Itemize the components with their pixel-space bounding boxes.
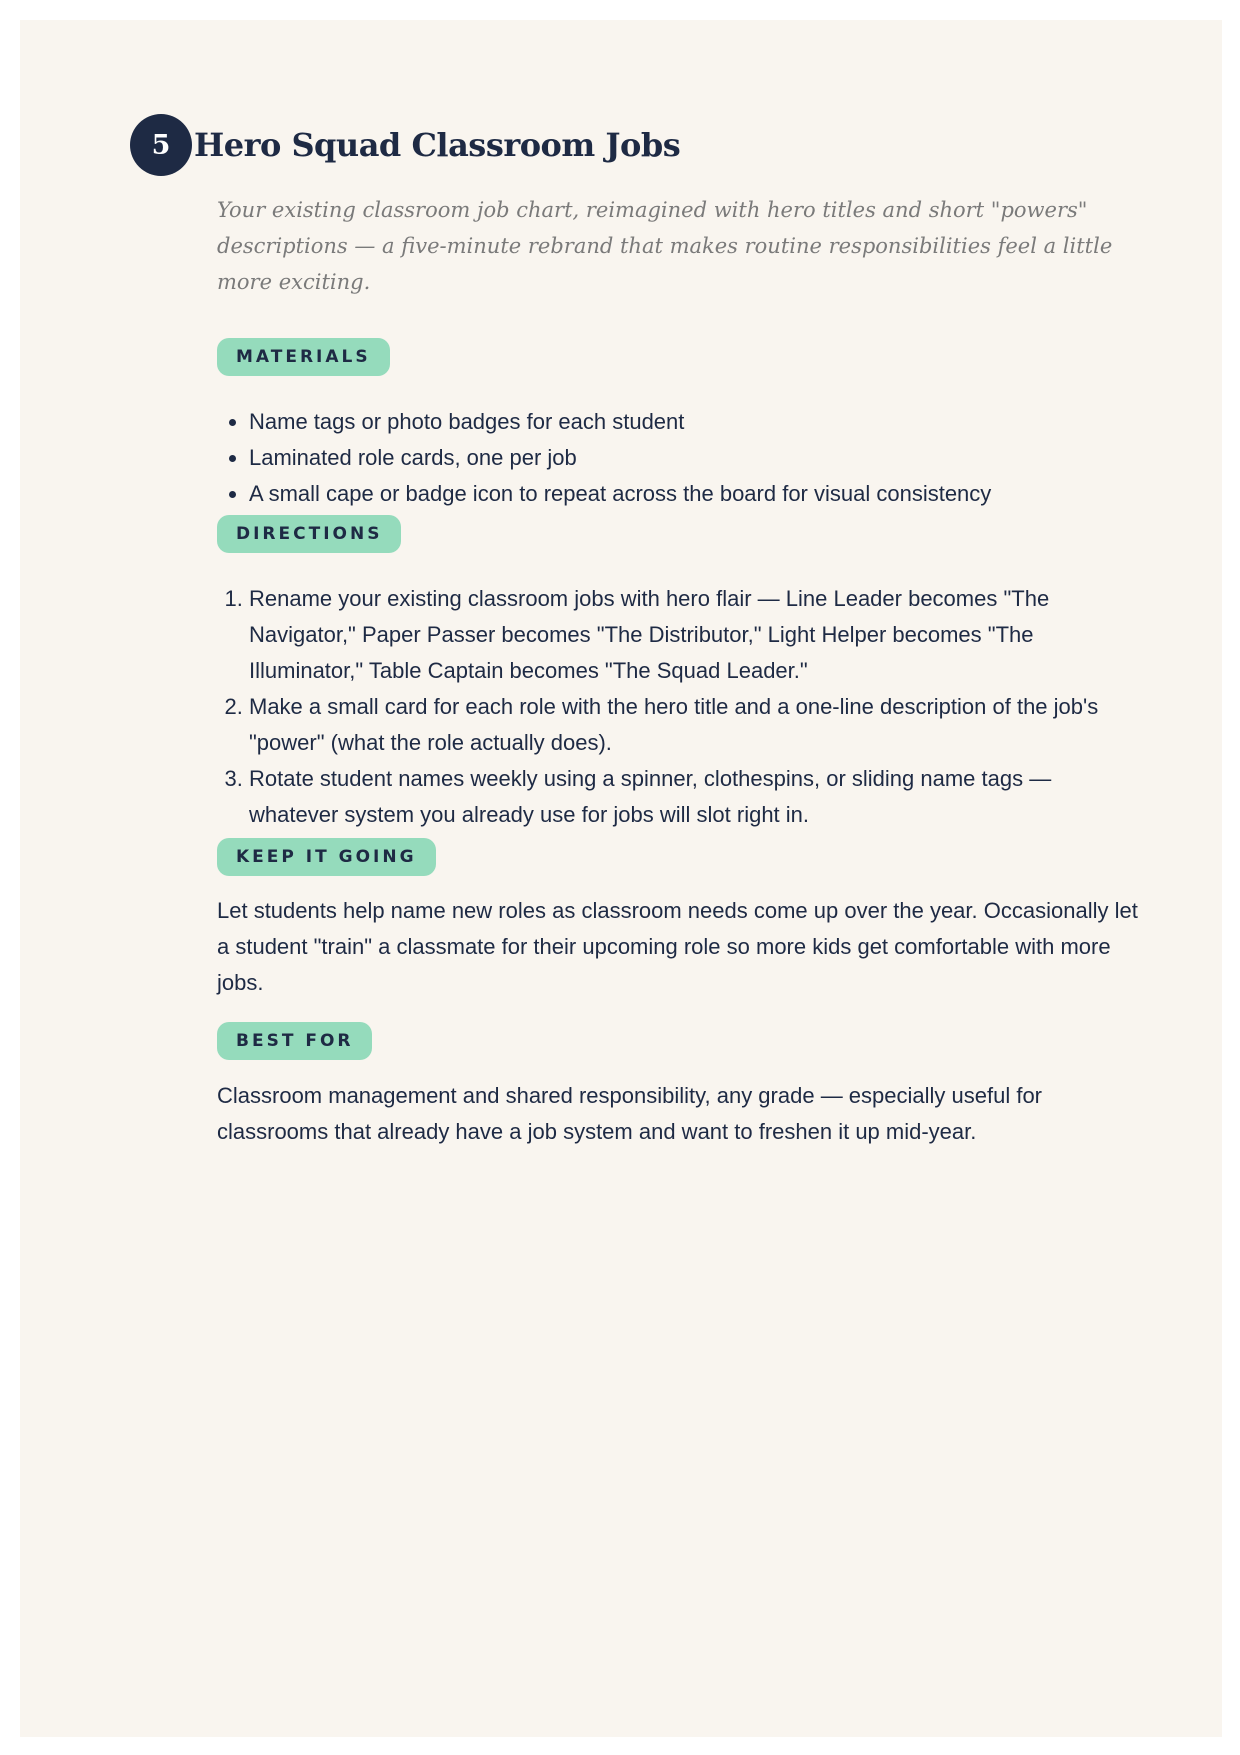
activity-title: Hero Squad Classroom Jobs [194,126,681,164]
activity-subtitle: Your existing classroom job chart, reimagined with hero titles and short "powers" descriptions — a five-minute rebrand that makes routine responsibilities feel a little more exciting. [217,198,1113,294]
materials-item: • Name tags or photo badges for each student [249,404,1145,440]
directions-list [217,581,1145,833]
directions-step: 3. Rotate student names weekly using a spinner, clothespins, or sliding name tags — whatever system you already use for jobs will slot right in. [249,761,1145,833]
activity-number-badge: 5 [130,114,192,176]
activity-header [130,114,680,176]
best-for-text: Classroom management and shared responsibility, any grade — especially useful for classrooms that already have a job system and want to freshen it up mid-year. [217,1083,1043,1144]
keep-it-going-label: KEEP IT GOING [217,838,436,876]
materials-list [217,404,1145,512]
keep-it-going-text: Let students help name new roles as classroom needs come up over the year. Occasionally let a student "train" a classmate for their upcoming role so more kids get comfortable with more jobs. [217,898,1138,995]
document-page [20,20,1222,1737]
best-for-label: BEST FOR [217,1022,372,1060]
materials-item: • Laminated role cards, one per job [249,440,1145,476]
directions-label: DIRECTIONS [217,515,401,553]
materials-item: • A small cape or badge icon to repeat across the board for visual consistency [249,476,1145,512]
directions-step: 1. Rename your existing classroom jobs with hero flair — Line Leader becomes "The Navigator," Paper Passer becomes "The Distributor," Light Helper becomes "The Illuminator," Table Captain becomes "The Squad Leader." [249,581,1145,689]
directions-step: 2. Make a small card for each role with the hero title and a one-line description of the job's "power" (what the role actually does). [249,689,1145,761]
materials-label: MATERIALS [217,338,390,376]
